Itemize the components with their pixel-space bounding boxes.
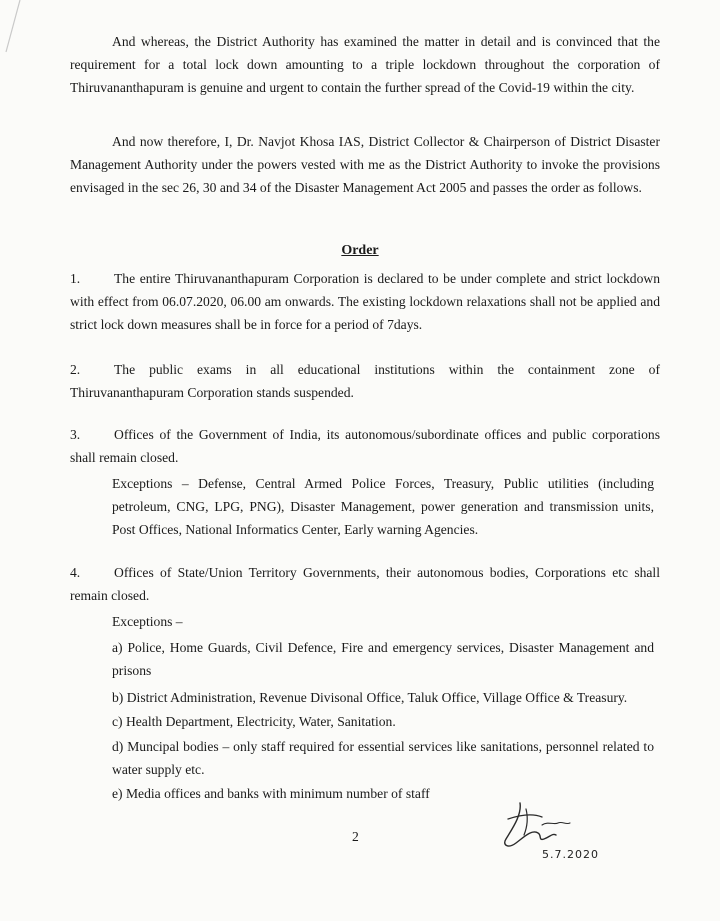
item-text: The public exams in all educational institutions within the containment zone of Thiruvananthapuram Corporation stands suspended. (70, 362, 660, 400)
item-text: Offices of State/Union Territory Governments, their autonomous bodies, Corporations etc shall remain closed. (70, 565, 660, 603)
item-3-exceptions: Exceptions – Defense, Central Armed Police Forces, Treasury, Public utilities (including petroleum, CNG, LPG, PNG), Disaster Management, power generation and transmission units, Post Offices, National Informatics Center, Early warning Agencies. (112, 476, 654, 537)
item-number: 4. (70, 565, 81, 580)
item-number: 3. (70, 427, 81, 442)
order-heading: Order (341, 243, 379, 258)
page-edge-line (0, 0, 30, 60)
item-4-sub-c: c) Health Department, Electricity, Water, Sanitation. (112, 714, 396, 729)
item-4-sub-d: d) Muncipal bodies – only staff required for essential services like sanitations, personnel related to water supply etc. (112, 739, 654, 777)
order-item-4 (70, 561, 660, 607)
item-text: The entire Thiruvananthapuram Corporation is declared to be under complete and strict lockdown with effect from 06.07.2020, 06.00 am onwards. The existing lockdown relaxations shall not be applied and strict lock down measures shall be in force for a period of 7days. (70, 271, 660, 332)
order-item-3 (70, 423, 660, 469)
item-4-sub-b: b) District Administration, Revenue Divisonal Office, Taluk Office, Village Office & Treasury. (112, 690, 628, 705)
item-4-sub-e: e) Media offices and banks with minimum number of staff (112, 786, 430, 801)
order-item-1 (70, 267, 660, 336)
signature-date: 5.7.2020 (542, 848, 599, 861)
page-number: 2 (352, 829, 359, 844)
order-item-2 (70, 358, 660, 404)
handwritten-signature (498, 795, 588, 855)
item-number: 2. (70, 362, 81, 377)
whereas-paragraph: And whereas, the District Authority has examined the matter in detail and is convinced that the requirement for a total lock down amounting to a triple lockdown throughout the corporation of Thiruvananthapuram is genuine and urgent to contain the further spread of the Covid-19 within the city. (70, 34, 660, 95)
now-therefore-paragraph: And now therefore, I, Dr. Navjot Khosa IAS, District Collector & Chairperson of District Disaster Management Authority under the powers vested with me as the District Authority to invoke the provisions envisaged in the sec 26, 30 and 34 of the Disaster Management Act 2005 and passes the order as follows. (70, 134, 660, 195)
item-number: 1. (70, 271, 81, 286)
item-4-sub-a: a) Police, Home Guards, Civil Defence, Fire and emergency services, Disaster Management and prisons (112, 640, 654, 678)
item-text: Offices of the Government of India, its autonomous/subordinate offices and public corporations shall remain closed. (70, 427, 660, 465)
item-4-exceptions-label: Exceptions – (112, 614, 183, 629)
